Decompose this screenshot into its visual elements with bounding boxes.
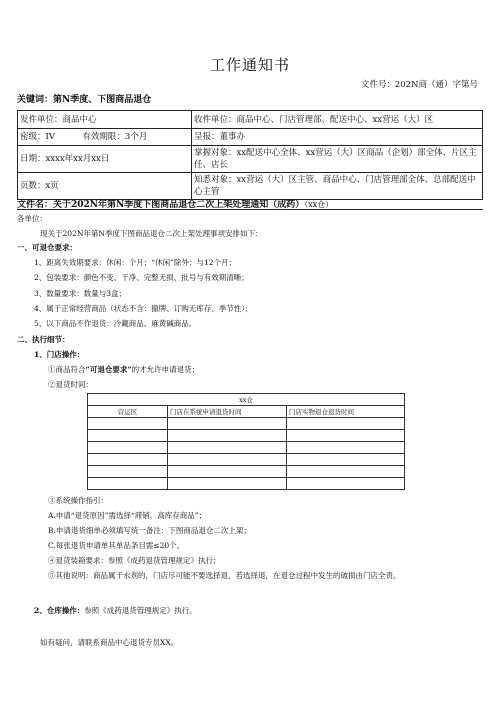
keywords: 关键词：第N季度、下图商品退仓 — [17, 95, 152, 105]
operation-step-1-pre: ①商品符合 — [48, 365, 86, 374]
list-item: 1、距离失效期要求：休闲：个月；“休闲”除外：与12个月； — [34, 258, 236, 267]
table-cell — [287, 466, 405, 478]
table-row — [88, 418, 405, 430]
document-title: 工作通知书 — [209, 56, 290, 74]
warehouse-operation-heading: 2、仓库操作： — [34, 606, 85, 615]
receiver-cell: 收件单位：商品中心、门店管理部、配送中心、xx营运（大）区 — [192, 111, 483, 129]
table-row — [88, 442, 405, 454]
pages-cell: 页数：x页 — [18, 173, 192, 200]
document-number: 文件号：202N商（通）字第号 — [360, 80, 478, 90]
operation-step-5: ⑤其他说明：商品属于水剂的，门店尽可能不要选择退，若选择退，在退仓过程中发生的破损由门店全责。 — [48, 571, 401, 580]
list-item: 3、数量要求：数量与3盒； — [34, 289, 127, 298]
list-item: 4、属于正常经营商品（状态不含：撤牌、订购无库存、季节性）； — [34, 304, 253, 313]
table-row — [88, 454, 405, 466]
column-header: 营运区 — [88, 406, 168, 418]
validity-period: 有效期限：3个月 — [82, 132, 148, 142]
table-cell — [168, 430, 287, 442]
file-name-suffix: （xx仓） — [304, 200, 334, 209]
table-row — [88, 466, 405, 478]
table-cell — [287, 442, 405, 454]
store-operation-heading: 1、门店操作： — [34, 350, 85, 359]
notify-cell: 知悉对象：xx营运（大）区主管、商品中心、门店管理部全体、总部配送中心主管 — [192, 173, 483, 200]
list-item: 2、包装要求：颜色不变、干净、完整无损、批号与有效期清晰； — [34, 273, 249, 282]
greeting: 各单位： — [17, 214, 47, 223]
table-cell — [168, 466, 287, 478]
system-guide-item: C.每张退货申请单其单品条目需≤20个。 — [48, 541, 185, 550]
operation-step-2: ②退货时间： — [48, 380, 93, 389]
table-cell — [287, 478, 405, 490]
warehouse-operation — [34, 605, 197, 616]
operation-step-1-bold: “可退仓要求” — [85, 365, 132, 374]
table-cell — [88, 418, 168, 430]
table-cell — [168, 442, 287, 454]
operation-step-1 — [48, 364, 199, 375]
master-cell: 掌握对象：xx配送中心全体、xx营运（大）区商品（企划）部全体、片区主任、店长 — [192, 146, 483, 173]
secret-level: 密级：IV — [20, 132, 55, 142]
warehouse-operation-text: 参照《成药退货管理规定》执行。 — [84, 606, 197, 615]
section-heading-2: 二、执行细节： — [17, 335, 70, 344]
table-cell — [88, 442, 168, 454]
table-cell — [168, 454, 287, 466]
table-cell — [88, 454, 168, 466]
table-cell — [88, 466, 168, 478]
column-header: 门店实物退仓退货时间 — [287, 406, 405, 418]
table-cell — [88, 478, 168, 490]
info-table — [17, 110, 483, 200]
column-header: 门店在系统申请退货时间 — [168, 406, 287, 418]
section-heading-1: 一、可退仓要求： — [17, 243, 77, 252]
divider — [17, 209, 483, 210]
secret-validity-cell — [18, 129, 192, 146]
table-cell — [287, 418, 405, 430]
list-item: 5、以下商品不作退货：冷藏商品、麻黄碱商品。 — [34, 319, 197, 328]
report-cell: 呈报：董事办 — [192, 129, 483, 146]
table-row — [88, 478, 405, 490]
contact-note: 如有疑问，请联系商品中心退货专员XX。 — [40, 638, 179, 647]
system-guide-item: B.申请退货细单必须填写统一备注：下图商品退仓二次上架； — [48, 526, 251, 535]
file-name-text: 文件名：关于202N年第N季度下图商品退仓二次上架处理通知（成药） — [17, 200, 305, 210]
table-cell — [168, 478, 287, 490]
system-guide-heading: ③系统操作指引： — [48, 496, 108, 505]
table-cell — [287, 430, 405, 442]
sender-cell: 发件单位：商品中心 — [18, 111, 192, 129]
system-guide-item: A.申请“退货原因”需选择“滞销，高库存商品”； — [48, 511, 207, 520]
intro-text: 现关于202N年第N季度下图商品退仓二次上架处理事项安排如下： — [40, 229, 263, 238]
operation-step-4: ④退货装箱要求：参照《成药退货管理规定》执行； — [48, 556, 221, 565]
table-cell — [168, 418, 287, 430]
date-cell: 日期：xxxx年xx月xx日 — [18, 146, 192, 173]
operation-step-1-post: 的才允许申请退货； — [131, 365, 200, 374]
warehouse-header: xx仓 — [88, 394, 405, 406]
return-schedule-table — [87, 393, 405, 490]
table-row — [88, 430, 405, 442]
table-cell — [287, 454, 405, 466]
table-cell — [88, 430, 168, 442]
